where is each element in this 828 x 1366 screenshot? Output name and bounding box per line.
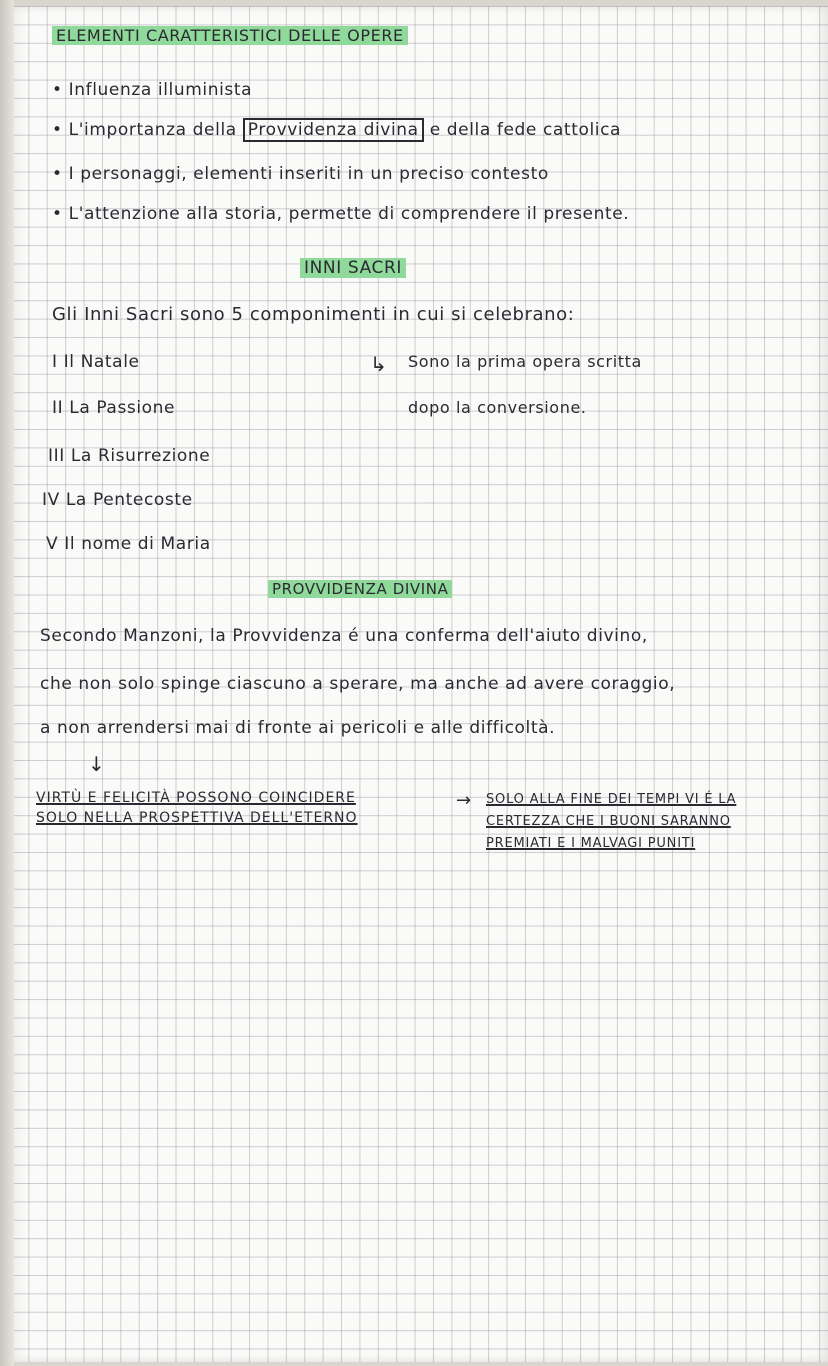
bullet-4: • L'attenzione alla storia, permette di comprendere il presente. (52, 204, 630, 224)
inno-5: V Il nome di Maria (46, 534, 211, 554)
note-line-1: Sono la prima opera scritta (408, 352, 642, 371)
fine-line-3: PREMIATI E I MALVAGI PUNITI (486, 836, 696, 851)
fine-line-1: SOLO ALLA FINE DEI TEMPI VI É LA (486, 792, 737, 807)
fine-line-2: CERTEZZA CHE I BUONI SARANNO (486, 814, 731, 829)
down-arrow-icon: ↓ (88, 752, 106, 776)
heading-elementi: ELEMENTI CARATTERISTICI DELLE OPERE (52, 26, 408, 45)
inno-2: II La Passione (52, 398, 176, 418)
provvidenza-line-2: che non solo spinge ciascuno a sperare, ma anche ad avere coraggio, (40, 674, 676, 694)
notebook-binding (0, 0, 14, 1366)
provvidenza-box: Provvidenza divina (243, 118, 424, 142)
virtu-line-1: VIRTÙ E FELICITÀ POSSONO COINCIDERE (36, 790, 356, 806)
intro-inni: Gli Inni Sacri sono 5 componimenti in cui si celebrano: (52, 304, 575, 325)
virtu-line-2: SOLO NELLA PROSPETTIVA DELL'ETERNO (36, 810, 358, 826)
inno-4: IV La Pentecoste (42, 490, 193, 510)
provvidenza-line-1: Secondo Manzoni, la Provvidenza é una conferma dell'aiuto divino, (40, 626, 648, 646)
note-arrow-icon: ↳ (370, 352, 388, 376)
provvidenza-line-3: a non arrendersi mai di fronte ai pericoli e alle difficoltà. (40, 718, 556, 738)
heading-inni-sacri: INNI SACRI (300, 258, 406, 278)
side-arrow-icon: → (456, 790, 472, 811)
inno-3: III La Risurrezione (48, 446, 211, 466)
inno-1: I Il Natale (52, 352, 140, 372)
heading-provvidenza: PROVVIDENZA DIVINA (268, 580, 452, 598)
bullet-1: • Influenza illuminista (52, 80, 253, 100)
bullet-3: • I personaggi, elementi inseriti in un preciso contesto (52, 164, 549, 184)
bullet-2: • L'importanza della Provvidenza divina e della fede cattolica (52, 120, 622, 140)
note-line-2: dopo la conversione. (408, 398, 587, 417)
